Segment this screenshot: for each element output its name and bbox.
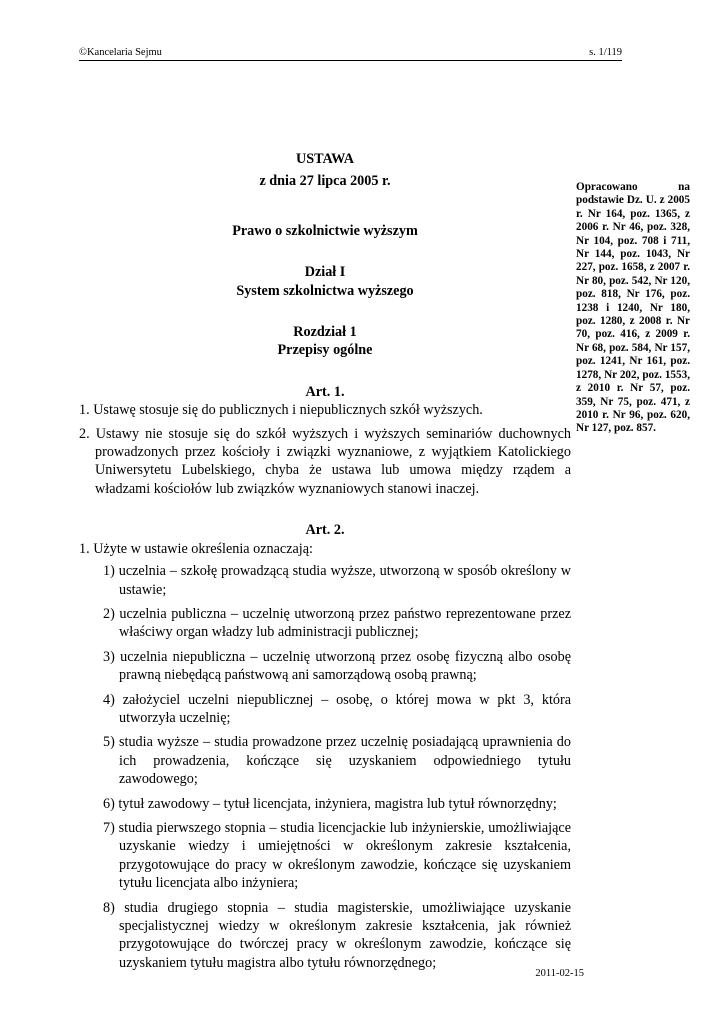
article-1-paragraph-1: 1. Ustawę stosuje się do publicznych i niepublicznych szkół wyższych. xyxy=(79,402,483,419)
article-2-intro: 1. Użyte w ustawie określenia oznaczają: xyxy=(79,540,313,557)
document-body xyxy=(79,150,571,978)
header-source: ©Kancelaria Sejmu xyxy=(79,47,162,58)
division-number: Dział I xyxy=(304,264,346,281)
article-2-definition-list xyxy=(79,562,571,972)
header-page-number: s. 1/119 xyxy=(589,47,622,58)
definition-item: 1) uczelnia – szkołę prowadzącą studia wyższe, utworzoną w sposób określony w ustawie; xyxy=(103,563,571,598)
page-header xyxy=(79,46,622,61)
definition-item: 6) tytuł zawodowy – tytuł licencjata, inżyniera, magistra lub tytuł równorzędny; xyxy=(103,795,557,812)
definition-item: 2) uczelnia publiczna – uczelnię utworzoną przez państwo reprezentowane przez właściwy organ władzy lub administracji publicznej; xyxy=(103,605,571,641)
law-name: Prawo o szkolnictwie wyższym xyxy=(232,222,418,239)
article-1-heading: Art. 1. xyxy=(305,383,345,400)
chapter-number: Rozdział 1 xyxy=(293,324,357,341)
article-1-paragraph-2: 2. Ustawy nie stosuje się do szkół wyższych i wyższych seminariów duchownych prowadzonych przez kościoły i związki wyznaniowe, z wyjątkiem Katolickiego Uniwersytetu Lubelskiego, chyba że ustawa lub umowa między rządem a władzami kościołów lub związków wyznaniowych stanowi inaczej. xyxy=(79,425,571,497)
division-name: System szkolnictwa wyższego xyxy=(236,282,414,299)
act-title: USTAWA xyxy=(295,151,355,167)
definition-item: 8) studia drugiego stopnia – studia magisterskie, umożliwiające uzyskanie specjalistycznej wiedzy w określonym zakresie kształcenia, jak również przygotowujące do twórczej pracy w określonym zawodzie, kończące się uzyskaniem tytułu magistra albo tytułu równorzędnego; xyxy=(103,899,571,971)
definition-item: 3) uczelnia niepubliczna – uczelnię utworzoną przez osobę fizyczną albo osobę prawną niebędącą państwową ani samorządową osobą prawną; xyxy=(103,648,571,684)
legal-basis-side-note: Opracowano na podstawie Dz. U. z 2005 r. Nr 164, poz. 1365, z 2006 r. Nr 46, poz. 328, Nr 104, poz. 708 i 711, Nr 144, poz. 1043, Nr 227, poz. 1658, z 2007 r. Nr 80, poz. 542, Nr 120, poz. 818, Nr 176, poz. 1238 i 1240, Nr 180, poz. 1280, z 2008 r. Nr 70, poz. 416, z 2009 r. Nr 68, poz. 584, Nr 157, poz. 1241, Nr 161, poz. 1278, Nr 202, poz. 1553, z 2010 r. Nr 57, poz. 359, Nr 75, poz. 471, z 2010 r. Nr 96, poz. 620, Nr 127, poz. 857. xyxy=(576,181,690,435)
definition-item: 5) studia wyższe – studia prowadzone przez uczelnię posiadającą uprawnienia do ich prowadzenia, kończące się uzyskaniem odpowiedniego tytułu zawodowego; xyxy=(103,734,571,788)
chapter-name: Przepisy ogólne xyxy=(277,342,373,359)
act-date: z dnia 27 lipca 2005 r. xyxy=(259,173,391,190)
article-2-heading: Art. 2. xyxy=(305,522,345,539)
definition-item: 4) założyciel uczelni niepublicznej – osobę, o której mowa w pkt 3, która utworzyła uczelnię; xyxy=(103,691,571,726)
definition-item: 7) studia pierwszego stopnia – studia licencjackie lub inżynierskie, umożliwiające uzyskanie wiedzy i umiejętności w określonym zakresie kształcenia, przygotowujące do pracy w określonym zawodzie, kończące się uzyskaniem tytułu licencjata albo inżyniera; xyxy=(103,819,571,892)
footer-date: 2011-02-15 xyxy=(535,968,584,979)
